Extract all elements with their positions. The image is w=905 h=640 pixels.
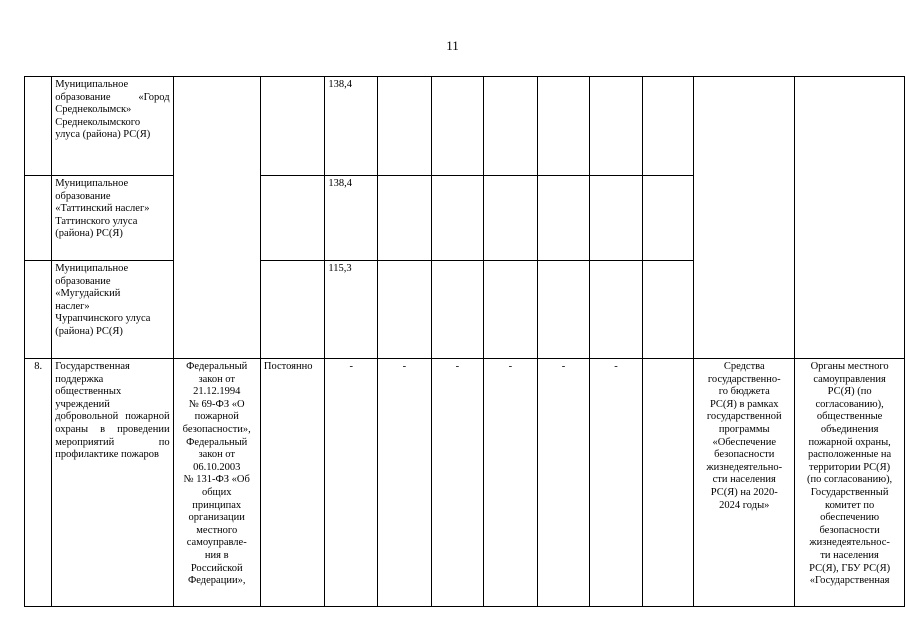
value-cell: - bbox=[325, 359, 378, 607]
row-number-cell bbox=[25, 261, 52, 359]
executors-cell: Органы местного самоуправления РС(Я) (по согласованию), общественные объединения пожарной охраны, расположенные на территории РС(Я) (по согласованию), Государственный комитет по обеспечению безопасности жизнедеятельнос- ти населения РС(Я), ГБУ РС(Я) «Государственная bbox=[795, 359, 905, 607]
term-cell bbox=[260, 77, 324, 176]
row-number-cell bbox=[25, 77, 52, 176]
row-number-cell bbox=[25, 176, 52, 261]
page-number: 11 bbox=[446, 38, 459, 53]
legal-basis-cell: Федеральный закон от 21.12.1994 № 69-ФЗ «О пожарной безопасности», Федеральный закон от 06.10.2003 № 131-ФЗ «Об общих принципах организации местного самоуправле- ния в Российской Федерации», bbox=[173, 359, 260, 607]
amount-cell: 115,3 bbox=[325, 261, 378, 359]
measure-cell: Государственная поддержка общественных учреждений добровольной пожарной охраны в проведении мероприятий по профилактике пожаров bbox=[52, 359, 173, 607]
amount-cell: 138,4 bbox=[325, 176, 378, 261]
value-cell: - bbox=[537, 359, 590, 607]
value-cell: - bbox=[431, 359, 484, 607]
value-cell: - bbox=[484, 359, 538, 607]
term-cell bbox=[260, 261, 324, 359]
term-cell bbox=[260, 176, 324, 261]
value-cell: - bbox=[590, 359, 643, 607]
value-cell: - bbox=[378, 359, 432, 607]
row-number-cell: 8. bbox=[25, 359, 52, 607]
term-cell: Постоянно bbox=[260, 359, 324, 607]
municipality-cell: Муниципальное образование «Таттинский наслег» Таттинского улуса (района) РС(Я) bbox=[52, 176, 173, 261]
measures-table bbox=[24, 76, 905, 607]
funding-cell bbox=[694, 77, 795, 359]
funding-cell: Средства государственно- го бюджета РС(Я) в рамках государственной программы «Обеспечение безопасности жизнедеятельно- сти населения РС(Я) на 2020- 2024 годы» bbox=[694, 359, 795, 607]
table-row bbox=[25, 359, 905, 607]
municipality-cell: Муниципальное образование «Мугудайский наслег» Чурапчинского улуса (района) РС(Я) bbox=[52, 261, 173, 359]
executors-cell bbox=[795, 77, 905, 359]
municipality-cell: Муниципальное образование «Город Среднеколымск» Среднеколымского улуса (района) РС(Я) bbox=[52, 77, 173, 176]
table-row bbox=[25, 77, 905, 176]
value-cell bbox=[642, 261, 693, 359]
legal-basis-cell bbox=[173, 77, 260, 359]
amount-cell: 138,4 bbox=[325, 77, 378, 176]
value-cell bbox=[642, 77, 693, 176]
value-cell bbox=[642, 176, 693, 261]
